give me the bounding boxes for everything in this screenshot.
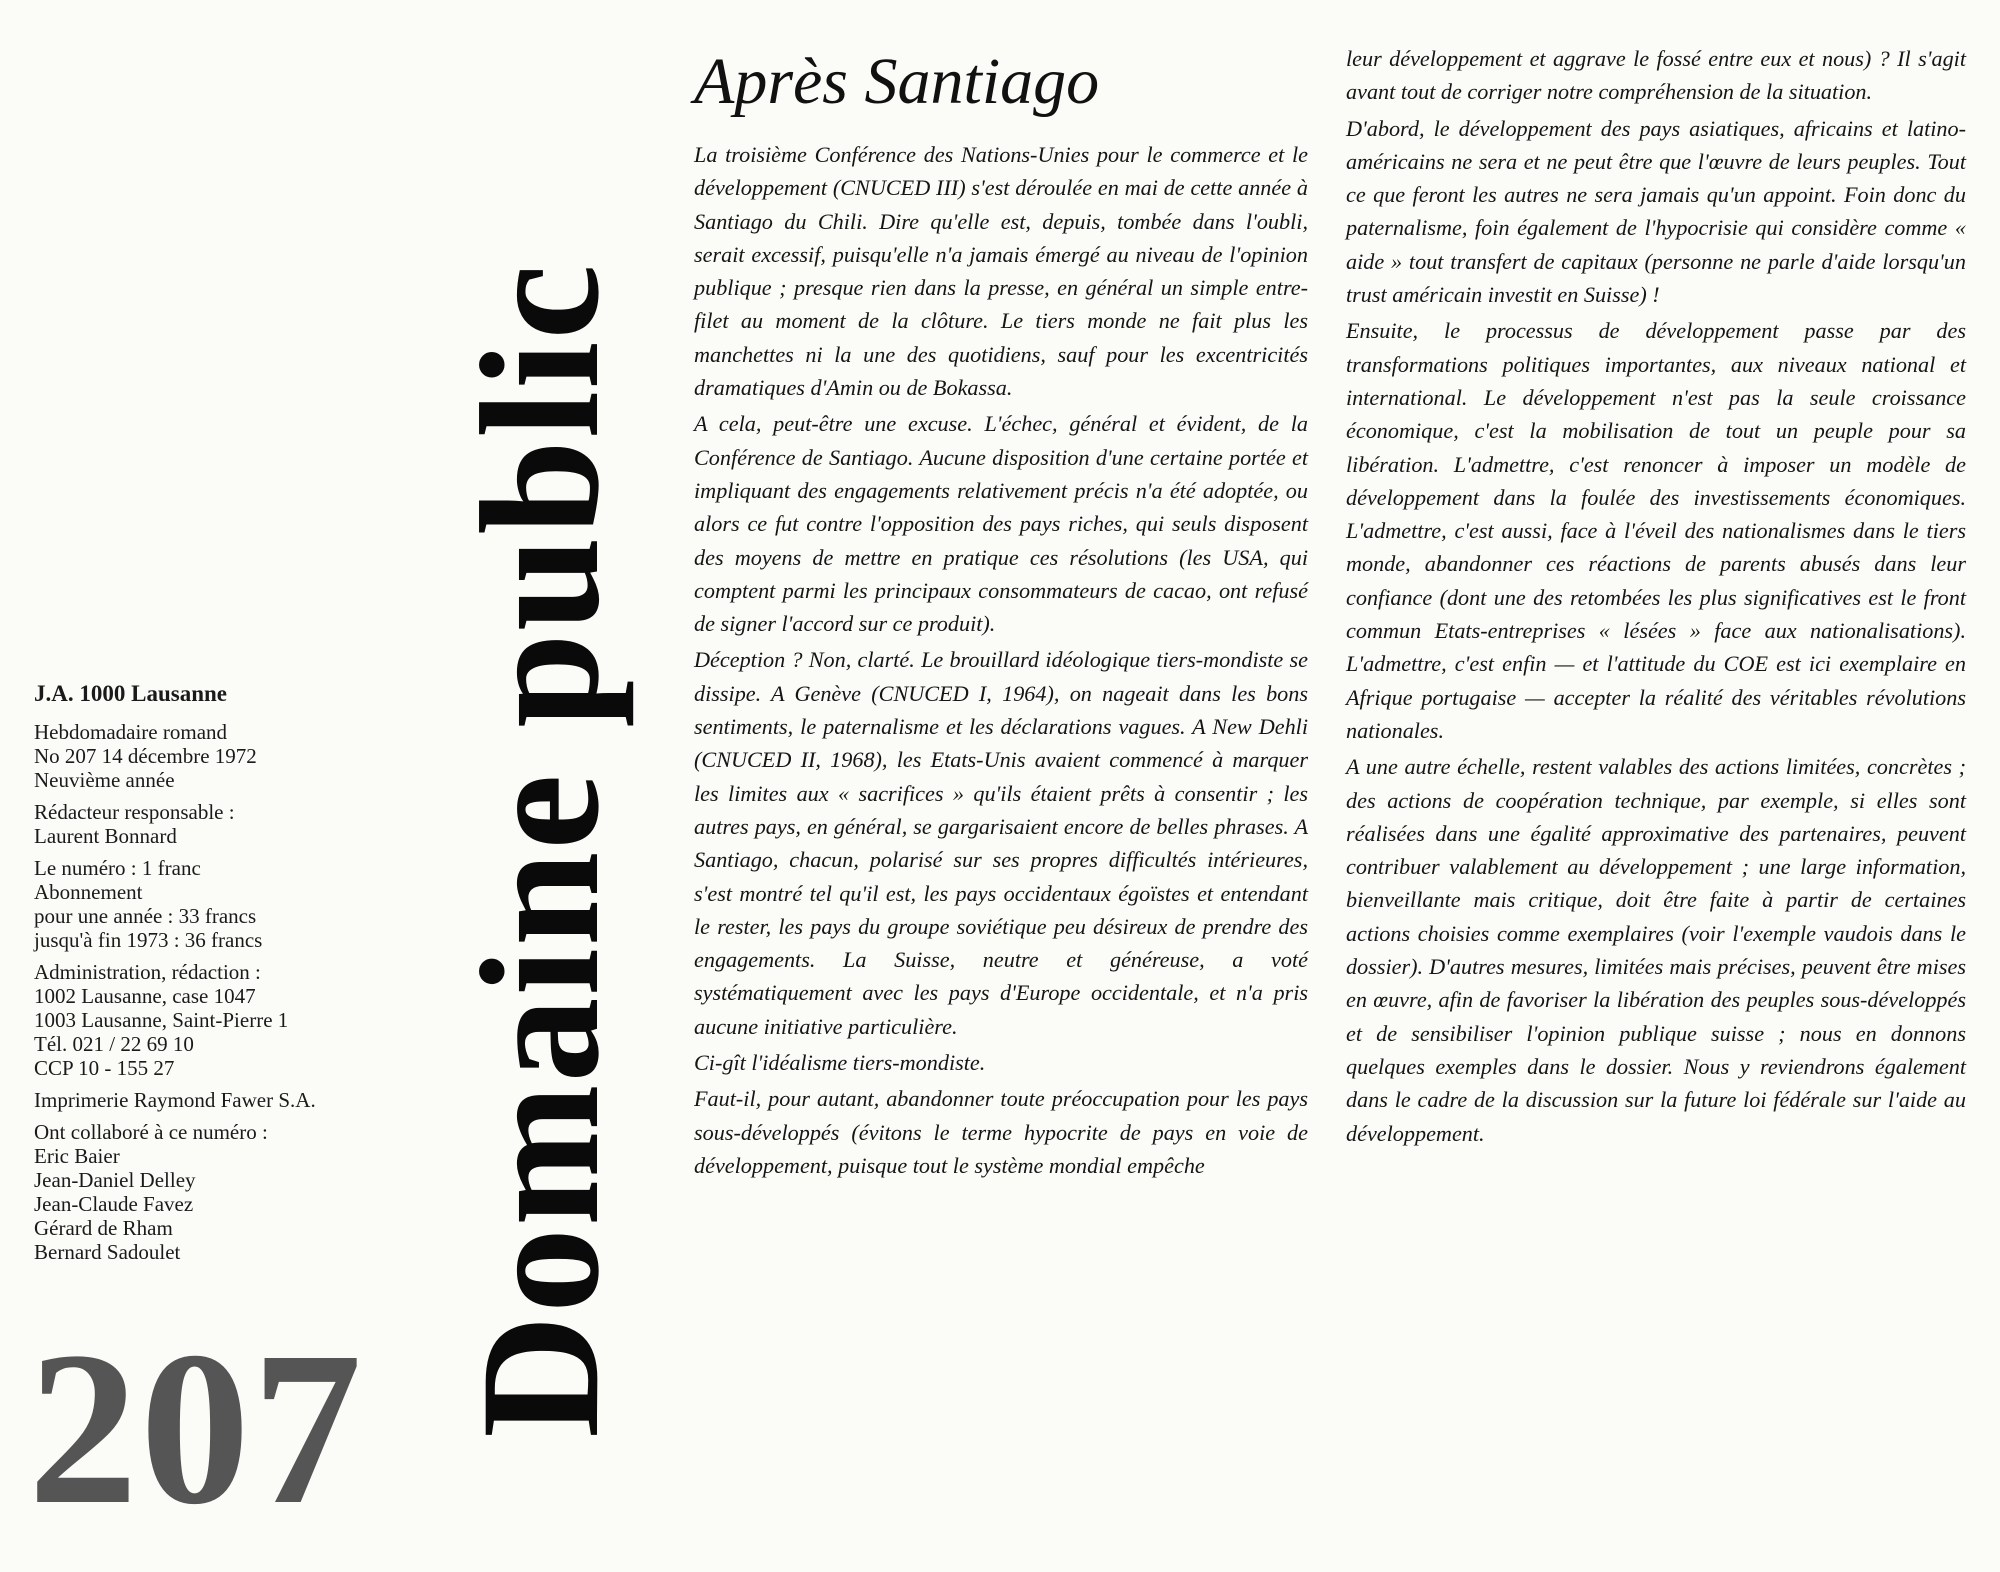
masthead: [420, 160, 660, 1540]
info-line: Rédacteur responsable :: [34, 800, 235, 824]
info-line: Abonnement: [34, 880, 143, 904]
info-edition: [34, 720, 414, 792]
info-pricing: [34, 856, 414, 952]
article-paragraph: Faut-il, pour autant, abandonner toute préoccupation pour les pays sous-développés (évitons le terme hypocrite de pays en voie de développement, puisque tout le système mondial empêche: [694, 1086, 1308, 1178]
info-line: Le numéro : 1 franc: [34, 856, 201, 880]
contributor-name: Jean-Daniel Delley: [34, 1168, 196, 1192]
contributor-name: Gérard de Rham: [34, 1216, 173, 1240]
contributor-name: Bernard Sadoulet: [34, 1240, 181, 1264]
article-column-1: [694, 138, 1308, 1185]
info-line: Administration, rédaction :: [34, 960, 261, 984]
contributors-label: Ont collaboré à ce numéro :: [34, 1120, 268, 1144]
article-paragraph: D'abord, le développement des pays asiatiques, africains et latino-américains ne sera et ne peut être que l'œuvre de leurs peuples. Tout ce que feront les autres ne sera jamais qu'un appoint. Foin donc du paternalisme, foin également de l'hypocrisie qui considère comme « aide » tout transfert de capitaux (personne ne parle d'aide lorsqu'un trust américain investit en Suisse) !: [1346, 115, 1966, 308]
info-printer: [34, 1088, 414, 1112]
contributor-name: Eric Baier: [34, 1144, 120, 1168]
article-paragraph: leur développement et aggrave le fossé entre eux et nous) ? Il s'agit avant tout de corriger notre compréhension de la situation.: [1346, 46, 1966, 105]
article-paragraph: Déception ? Non, clarté. Le brouillard idéologique tiers-mondiste se dissipe. A Genève (CNUCED I, 1964), on nageait dans les bons sentiments, le paternalisme et les déclarations vagues. A New Dehli (CNUCED II, 1968), les Etats-Unis avaient commencé à marquer les limites aux « sacrifices » qu'ils étaient prêts à consentir ; les autres pays, en général, se gargarisaient encore de belles phrases. A Santiago, chacun, polarisé sur ses propres difficultés intérieures, s'est montré tel qu'il est, les pays occidentaux égoïstes et entendant le rester, les pays du groupe soviétique peu désireux de prendre des engagements. La Suisse, neutre et généreuse, a voté systématiquement avec les pays d'Europe occidentale, et n'a pris aucune initiative particulière.: [694, 647, 1308, 1039]
info-line: pour une année : 33 francs: [34, 904, 257, 928]
info-line: CCP 10 - 155 27: [34, 1056, 175, 1080]
info-line: Hebdomadaire romand: [34, 720, 228, 744]
article-title: Après Santiago: [694, 45, 1100, 118]
info-line: Laurent Bonnard: [34, 824, 177, 848]
info-contributors: [34, 1120, 414, 1264]
article-column-2: [1346, 42, 1966, 1153]
info-line: Tél. 021 / 22 69 10: [34, 1032, 194, 1056]
article-paragraph: Ensuite, le processus de développement passe par des transformations politiques importantes, aux niveaux national et international. Le développement n'est pas la seule croissance économique, c'est la mobilisation de tout un peuple pour sa libération. L'admettre, c'est renoncer à imposer un modèle de développement dans la foulée des investissements économiques. L'admettre, c'est aussi, face à l'éveil des nationalismes dans le tiers monde, abandonner ces réactions de parents abusés dans leur confiance (dont une des retombées les plus significatives est le front commun Etats-entreprises « lésées » face aux nationalisations). L'admettre, c'est enfin — et l'attitude du COE est ici exemplaire en Afrique portugaise — accepter la réalité des véritables révolutions nationales.: [1346, 318, 1966, 743]
publication-info: [34, 682, 414, 1272]
info-line: jusqu'à fin 1973 : 36 francs: [34, 928, 263, 952]
issue-number: 207: [28, 1306, 364, 1550]
info-line: No 207 14 décembre 1972: [34, 744, 257, 768]
masthead-title: Domaine public: [446, 262, 634, 1438]
contributor-name: Jean-Claude Favez: [34, 1192, 194, 1216]
info-line: Imprimerie Raymond Fawer S.A.: [34, 1088, 316, 1112]
info-line: Neuvième année: [34, 768, 175, 792]
info-line: 1003 Lausanne, Saint-Pierre 1: [34, 1008, 289, 1032]
info-line: 1002 Lausanne, case 1047: [34, 984, 256, 1008]
info-administration: [34, 960, 414, 1080]
article-paragraph: A une autre échelle, restent valables des actions limitées, concrètes ; des actions de coopération technique, par exemple, si elles sont réalisées dans une égalité approximative des partenaires, peuvent contribuer valablement au développement ; une large information, bienveillante mais critique, doit être faite à partir de certaines actions choisies comme exemplaires (voir l'exemple vaudois dans le dossier). D'autres mesures, limitées mais précises, peuvent être mises en œuvre, afin de favoriser la libération des peuples sous-développés et de sensibiliser l'opinion publique suisse ; nous en donnons quelques exemples dans le dossier. Nous y reviendrons également dans le cadre de la discussion sur la future loi fédérale sur l'aide au développement.: [1346, 754, 1966, 1146]
info-heading: J.A. 1000 Lausanne: [34, 681, 227, 706]
article-paragraph: A cela, peut-être une excuse. L'échec, général et évident, de la Conférence de Santiago. Aucune disposition d'une certaine portée et impliquant des engagements relativement précis n'a été adoptée, ou alors ce fut contre l'opposition des pays riches, qui seuls disposent des moyens de mettre en pratique ces résolutions (les USA, qui comptent parmi les principaux consommateurs de cacao, ont refusé de signer l'accord sur ce produit).: [694, 411, 1308, 637]
article-paragraph: Ci-gît l'idéalisme tiers-mondiste.: [694, 1050, 986, 1076]
info-editor: [34, 800, 414, 848]
article-paragraph: La troisième Conférence des Nations-Unies pour le commerce et le développement (CNUCED III) s'est déroulée en mai de cette année à Santiago du Chili. Dire qu'elle est, depuis, tombée dans l'oubli, serait excessif, puisqu'elle n'a jamais émergé au niveau de l'opinion publique ; presque rien dans la presse, en général un simple entre-filet au moment de la clôture. Le tiers monde ne fait plus les manchettes ni la une des quotidiens, sauf pour les excentricités dramatiques d'Amin ou de Bokassa.: [694, 142, 1308, 401]
